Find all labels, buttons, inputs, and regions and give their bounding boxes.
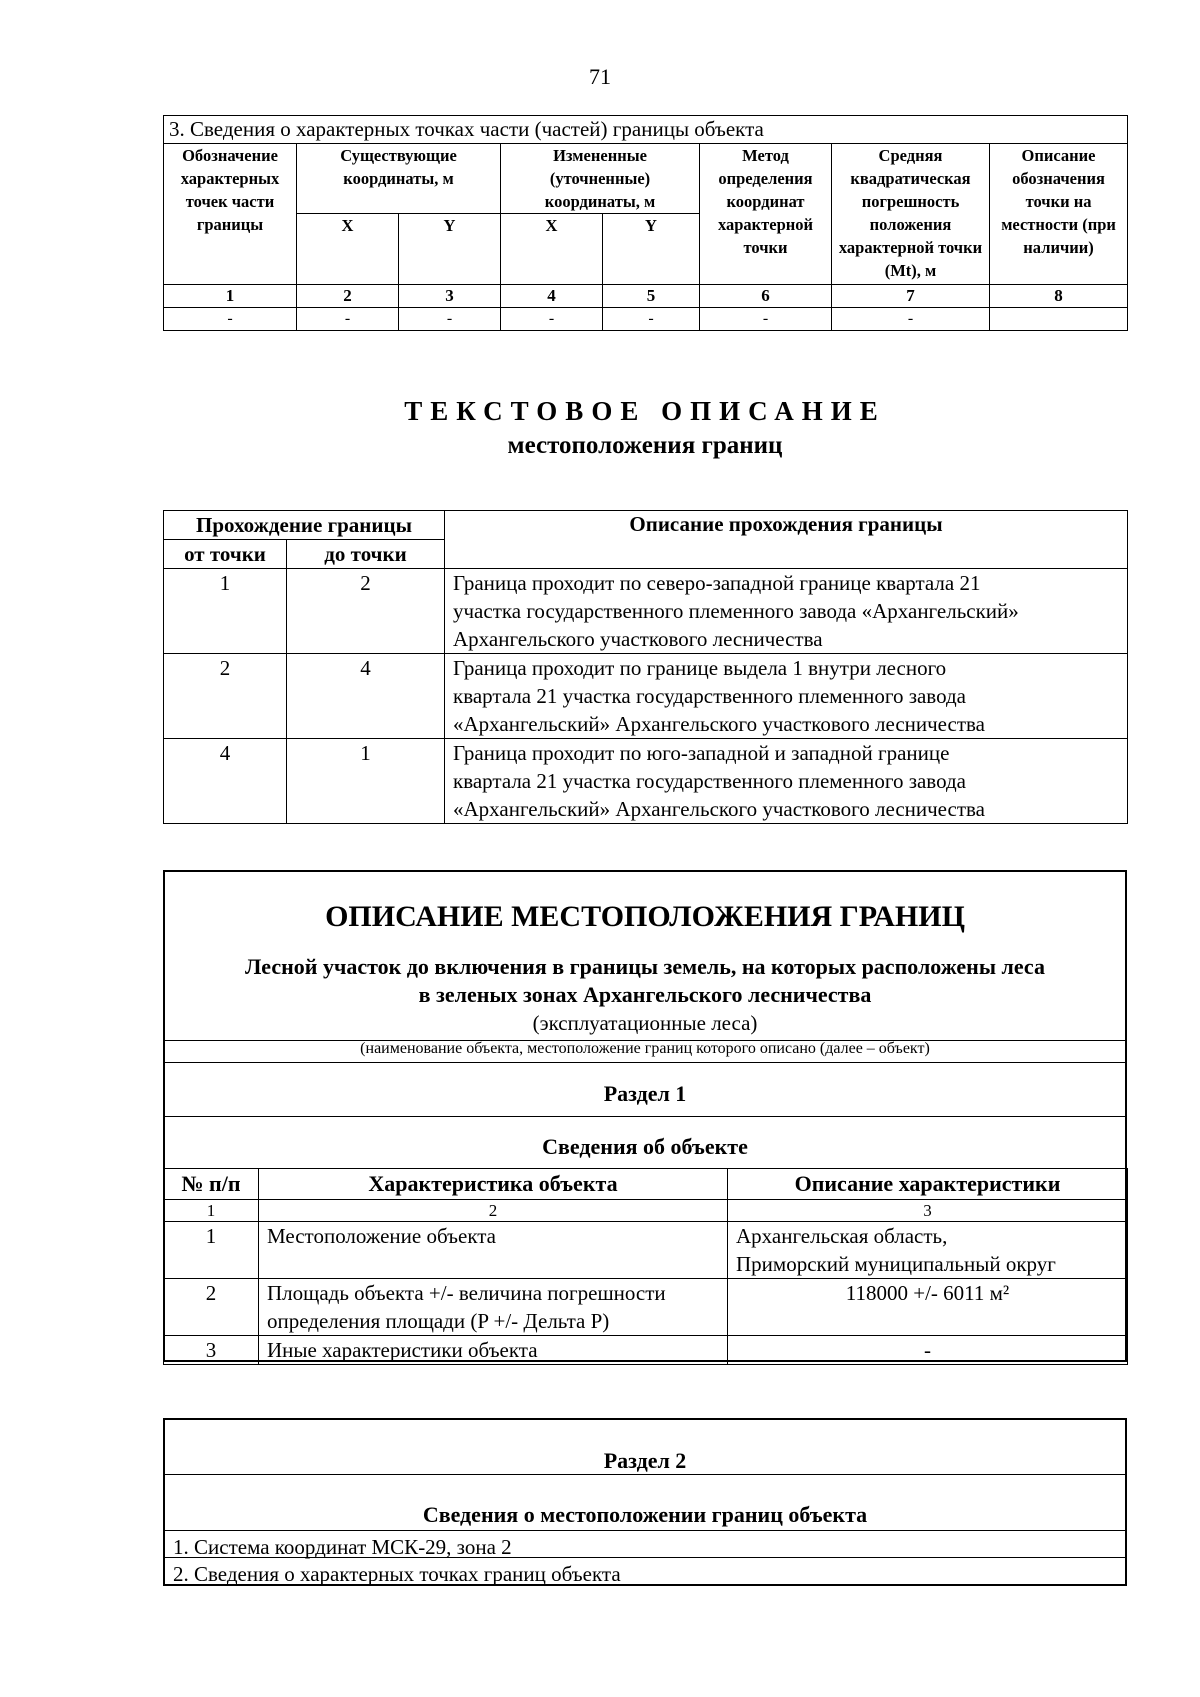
boundary-description-title: ОПИСАНИЕ МЕСТОПОЛОЖЕНИЯ ГРАНИЦ <box>325 900 965 933</box>
header-changed: Измененные (уточненные) координаты, м <box>501 144 700 214</box>
passage-description <box>445 654 1128 739</box>
description-line: «Архангельский» Архангельского участкового лесничества <box>453 797 985 821</box>
divider <box>165 1062 1125 1063</box>
header-method: Метод определения координат характерной точки <box>700 144 832 285</box>
table-cell: - <box>501 308 603 331</box>
table-cell: - <box>603 308 700 331</box>
cell-line: - <box>924 1338 931 1362</box>
column-number: 2 <box>259 1200 728 1222</box>
column-number: 6 <box>700 285 832 308</box>
description-line: квартала 21 участка государственного племенного завода <box>453 684 966 708</box>
object-info-table <box>163 1168 1128 1365</box>
text-description-title: ТЕКСТОВОЕ ОПИСАНИЕ <box>404 396 886 426</box>
description-line: Граница проходит по северо-западной границе квартала 21 <box>453 571 981 595</box>
to-point: 1 <box>287 739 445 824</box>
object-caption: (наименование объекта, местоположение границ которого описано (далее – объект) <box>360 1040 930 1057</box>
characteristic-cell <box>259 1336 728 1365</box>
header-error: Средняя квадратическая погрешность положения характерной точки (Mt), м <box>832 144 990 285</box>
column-number: 7 <box>832 285 990 308</box>
part-points-title: 3. Сведения о характерных точках части (частей) границы объекта <box>164 116 1128 144</box>
header-characteristic: Характеристика объекта <box>259 1169 728 1200</box>
header-changed-x: X <box>501 214 603 285</box>
column-number: 1 <box>164 285 297 308</box>
column-number: 5 <box>603 285 700 308</box>
table-row <box>164 739 1128 824</box>
divider <box>165 1557 1125 1558</box>
cell-line: Местоположение объекта <box>267 1224 497 1248</box>
cell-line: Иные характеристики объекта <box>267 1338 538 1362</box>
header-designation: Обозначение характерных точек части границы <box>164 144 297 285</box>
description-line: участка государственного племенного завода «Архангельский» <box>453 599 1019 623</box>
header-num: № п/п <box>164 1169 259 1200</box>
divider <box>165 1530 1125 1531</box>
page-number: 71 <box>589 64 611 89</box>
section-2-title: Сведения о местоположении границ объекта <box>422 1502 868 1527</box>
header-passage-description: Описание прохождения границы <box>445 511 1128 569</box>
table-row <box>164 1336 1128 1365</box>
description-line: квартала 21 участка государственного племенного завода <box>453 769 966 793</box>
header-existing-y: Y <box>399 214 501 285</box>
header-from: от точки <box>164 540 287 569</box>
to-point: 4 <box>287 654 445 739</box>
column-number: 1 <box>164 1200 259 1222</box>
text-description-subtitle: местоположения границ <box>507 432 783 459</box>
divider <box>165 1116 1125 1117</box>
header-to: до точки <box>287 540 445 569</box>
table-row <box>164 308 1128 331</box>
section-1-title: Сведения об объекте <box>542 1134 748 1159</box>
object-name-line: в зеленых зонах Архангельского лесничества <box>418 982 872 1007</box>
table-cell: - <box>832 308 990 331</box>
cell-line: 118000 +/- 6011 м² <box>845 1281 1010 1305</box>
characteristic-cell <box>259 1279 728 1336</box>
description-line: Граница проходит по юго-западной и западной границе <box>453 741 950 765</box>
section-2-box <box>163 1418 1127 1586</box>
column-number: 8 <box>990 285 1128 308</box>
table-row <box>164 569 1128 654</box>
characteristic-cell <box>259 1222 728 1279</box>
table-cell: - <box>297 308 399 331</box>
header-description: Описание обозначения точки на местности (при наличии) <box>990 144 1128 285</box>
from-point: 4 <box>164 739 287 824</box>
cell-line: Приморский муниципальный округ <box>736 1252 1056 1276</box>
boundary-description-box <box>163 870 1127 1362</box>
description-line: Архангельского участкового лесничества <box>453 627 823 651</box>
table-row <box>164 1222 1128 1279</box>
description-line: Граница проходит по границе выдела 1 внутри лесного <box>453 656 947 680</box>
row-number: 2 <box>164 1279 259 1336</box>
column-number: 3 <box>399 285 501 308</box>
section-1-label: Раздел 1 <box>603 1081 687 1106</box>
from-point: 1 <box>164 569 287 654</box>
part-points-table <box>163 115 1128 331</box>
table-cell: - <box>164 308 297 331</box>
section-2-label: Раздел 2 <box>603 1448 687 1473</box>
cell-line: Архангельская область, <box>736 1224 948 1248</box>
table-cell <box>990 308 1128 331</box>
object-name-line: Лесной участок до включения в границы земель, на которых расположены леса <box>245 954 1045 979</box>
from-point: 2 <box>164 654 287 739</box>
to-point: 2 <box>287 569 445 654</box>
column-number: 4 <box>501 285 603 308</box>
column-number: 3 <box>728 1200 1128 1222</box>
table-row <box>164 654 1128 739</box>
column-number: 2 <box>297 285 399 308</box>
header-characteristic-description: Описание характеристики <box>728 1169 1128 1200</box>
table-cell: - <box>700 308 832 331</box>
passage-description <box>445 569 1128 654</box>
points-info-line: 2. Сведения о характерных точках границ объекта <box>173 1562 621 1586</box>
table-row <box>164 1279 1128 1336</box>
passage-description <box>445 739 1128 824</box>
header-passage: Прохождение границы <box>164 511 445 540</box>
row-number: 3 <box>164 1336 259 1365</box>
characteristic-value-cell <box>728 1336 1128 1365</box>
characteristic-value-cell <box>728 1222 1128 1279</box>
coordinate-system-line: 1. Система координат МСК-29, зона 2 <box>173 1535 512 1559</box>
cell-line: определения площади (P +/- Дельта P) <box>267 1309 610 1333</box>
cell-line: Площадь объекта +/- величина погрешности <box>267 1281 666 1305</box>
header-changed-y: Y <box>603 214 700 285</box>
object-note: (эксплуатационные леса) <box>532 1011 758 1035</box>
characteristic-value-cell <box>728 1279 1128 1336</box>
table-cell: - <box>399 308 501 331</box>
divider <box>165 1474 1125 1475</box>
description-line: «Архангельский» Архангельского участкового лесничества <box>453 712 985 736</box>
header-existing-x: X <box>297 214 399 285</box>
header-existing: Существующие координаты, м <box>297 144 501 214</box>
boundary-passage-table <box>163 510 1128 824</box>
row-number: 1 <box>164 1222 259 1279</box>
